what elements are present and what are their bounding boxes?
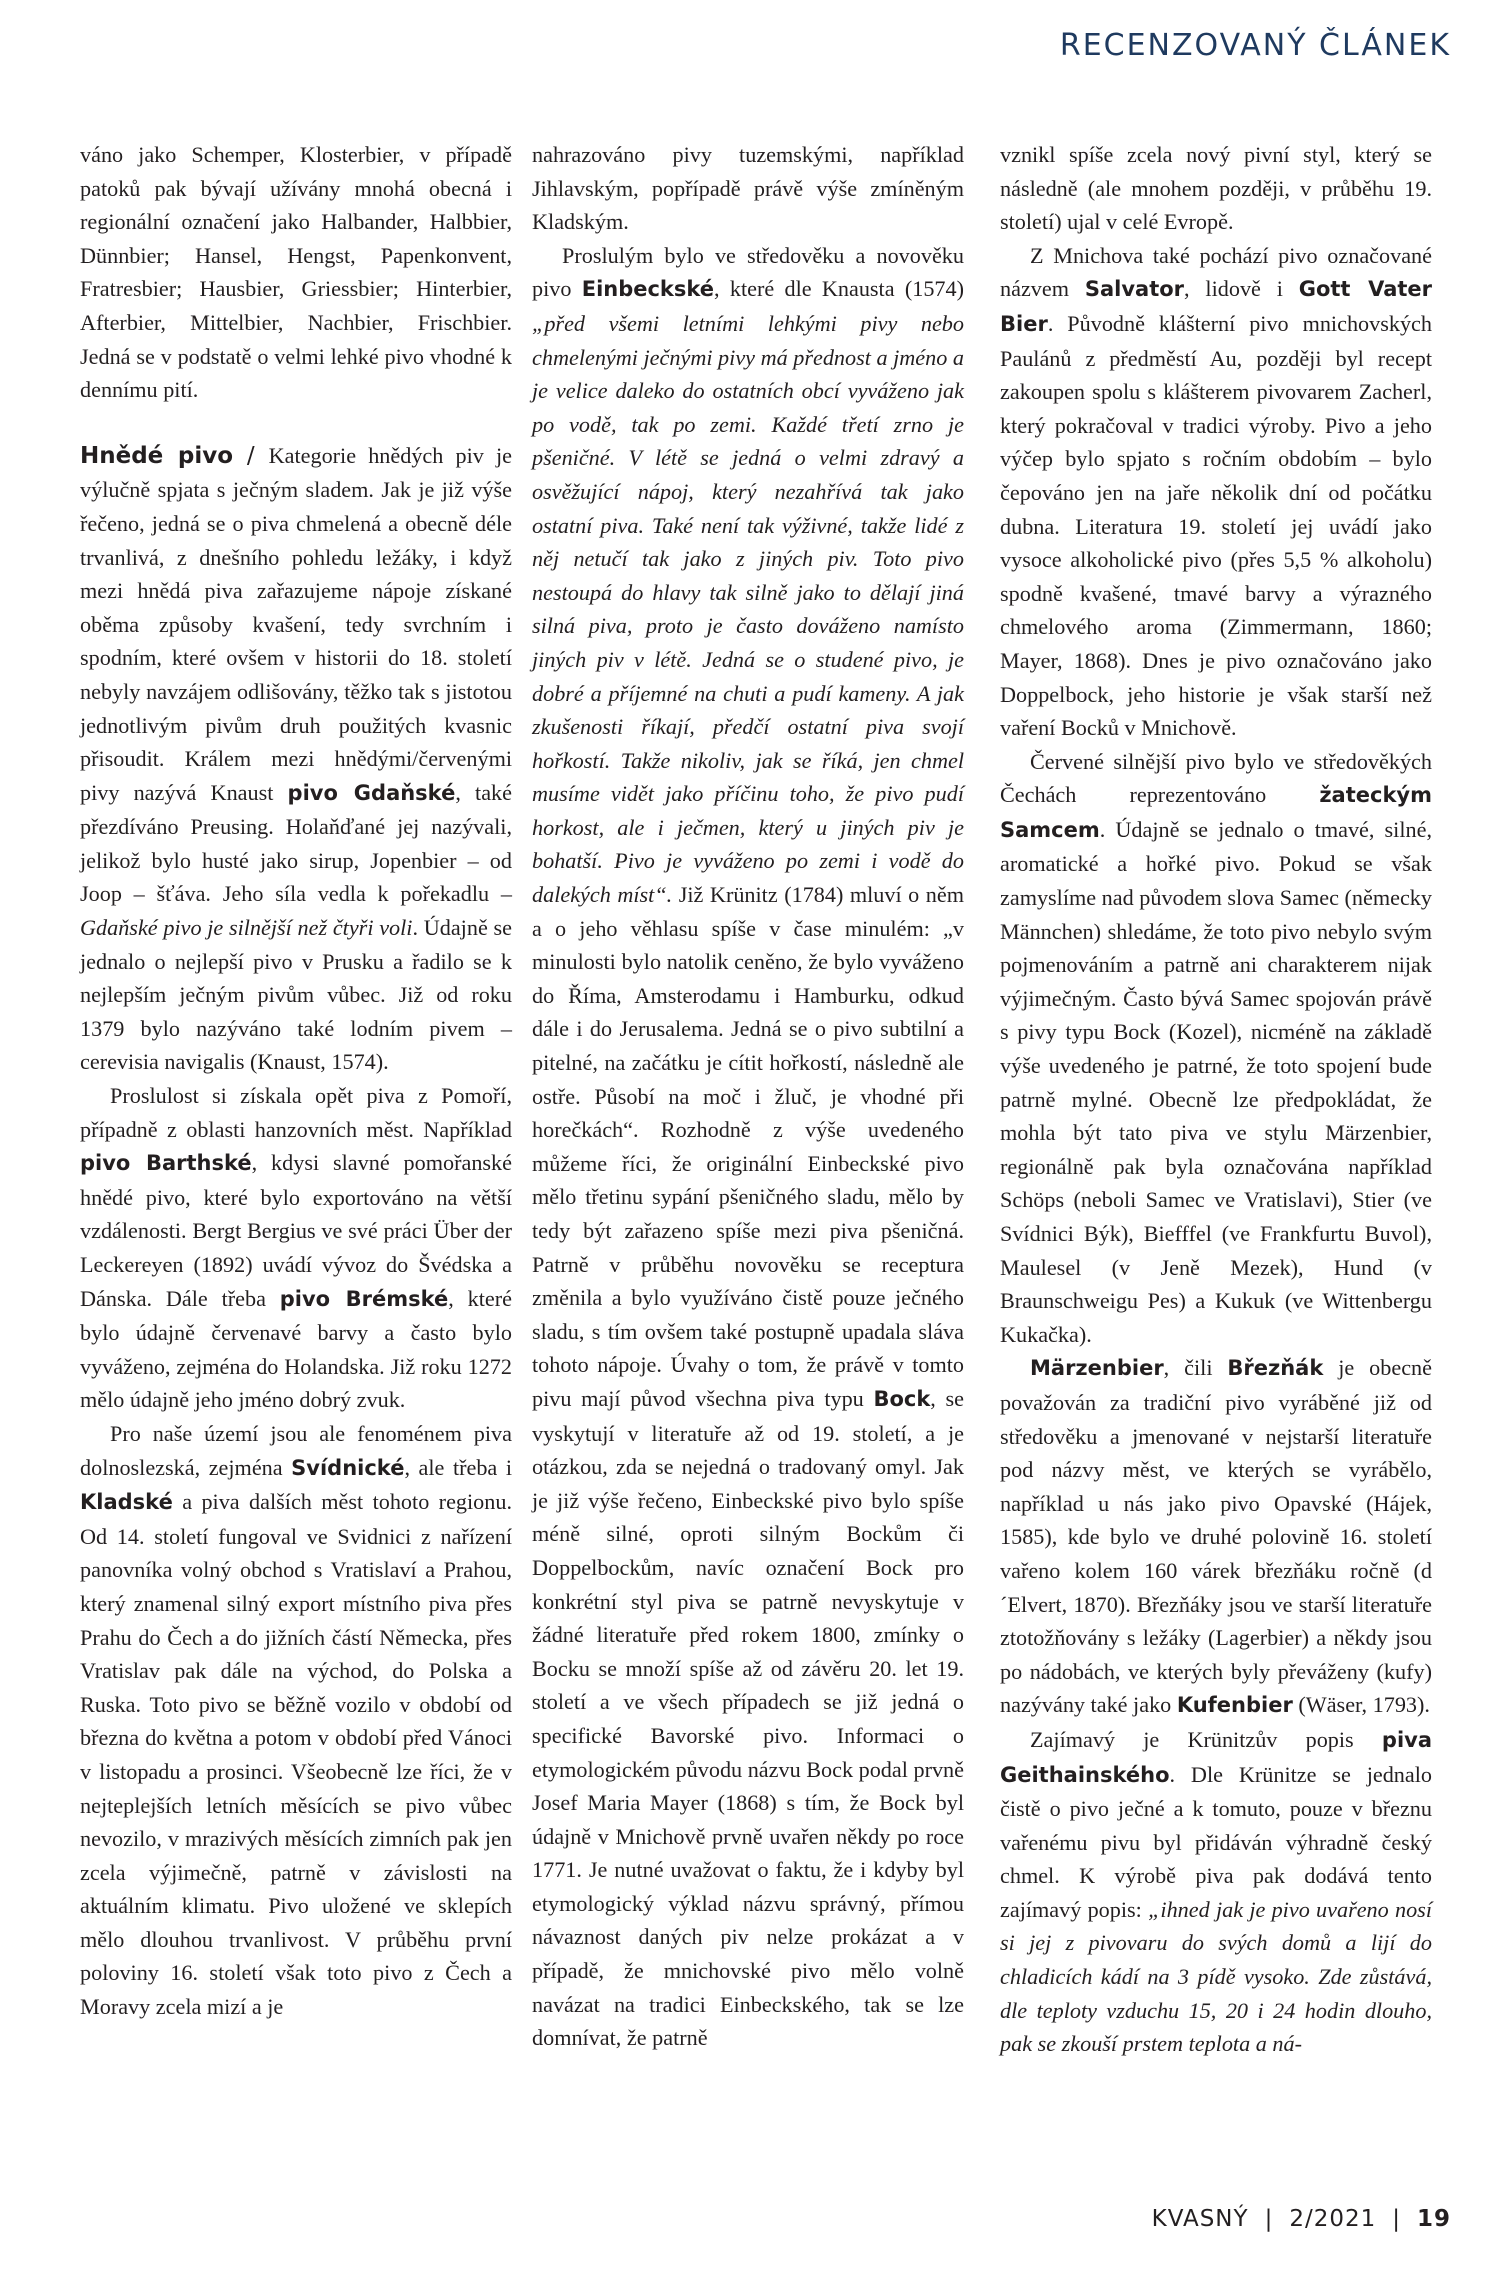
section-label: RECENZOVANÝ ČLÁNEK	[1059, 28, 1451, 63]
beer-name: pivo Barthské	[80, 1151, 252, 1176]
beer-name: Svídnické	[291, 1455, 405, 1480]
quote: „před všemi letními lehkými pivy nebo chmelenými ječnými pivy má přednost a jméno a je velice daleko do ostatních obcí vyváženo jak po vodě, tak po zemi. Každé třetí zrno je pšeničné. V létě se jedná o velmi zdravý a osvěžující nápoj, který nezahřívá tak jako ostatní piva. Také není tak výživné, takže lidé z něj netučí tak jako z jiných piv. Toto pivo nestoupá do hlavy tak silně jako to dělají jiná silná piva, proto je často dováženo namísto jiných piv v létě. Jedná se o studené pivo, je dobré a příjemné na chuti a pudí kameny. A jak zkušenosti říkají, předčí ostatní piva svojí hořkostí. Takže nikoliv, jak se říká, jen chmel musíme vidět jako příčinu toho, že pivo pudí horkost, ale i ječmen, který u jiných piv je bohatší. Pivo je vyváženo po zemi i vodě do dalekých míst“.	[532, 310, 964, 908]
beer-name: Gott Vater Bier	[1000, 277, 1432, 336]
issue-number: 2/2021	[1289, 2206, 1377, 2232]
beer-name: Bock	[873, 1386, 931, 1411]
beer-name: žateckým Samcem	[1000, 783, 1432, 842]
beer-name: Salvator	[1084, 277, 1185, 302]
magazine-name: KVASNÝ	[1151, 2206, 1249, 2232]
footer-divider: |	[1264, 2206, 1274, 2232]
beer-name: pivo Gdaňské	[287, 780, 456, 805]
page-number: 19	[1416, 2206, 1451, 2232]
paragraph: nahrazováno pivy tuzemskými, například Jihlavským, popřípadě právě výše zmíněným Kladským.	[532, 142, 964, 235]
section-heading: Hnědé pivo	[80, 442, 234, 469]
beer-name: Kladské	[80, 1490, 173, 1515]
article-column-2	[532, 138, 964, 2055]
beer-name: Březňák	[1227, 1356, 1324, 1381]
beer-name: pivo Brémské	[279, 1286, 449, 1311]
paragraph: Pro naše území jsou ale fenoménem piva dolnoslezská, zejména Svídnické, ale třeba i Kladské a piva dalších měst tohoto regionu. Od 14. století fungoval ve Svidnici z nařízení panovníka volný obchod s Vratislaví a Prahou, který znamenal silný export místního piva přes Prahu do Čech a do jižních částí Německa, přes Vratislav pak dále na východ, do Polska a Ruska. Toto pivo se běžně vozilo v období od března do května a potom v období před Vánoci v listopadu a prosinci. Všeobecně lze říci, že v nejteplejších letních měsících se pivo vůbec nevozilo, v mrazivých měsících zimních pak jen zcela výjimečně, patrně v závislosti na aktuálním klimatu. Pivo uložené ve sklepích mělo dlouhou trvanlivost. V průběhu první poloviny 16. století však toto pivo z Čech a Moravy zcela mizí a je	[80, 1420, 512, 2020]
paragraph: Červené silnější pivo bylo ve středověkých Čechách reprezentováno žateckým Samcem. Údajně se jednalo o tmavé, silné, aromatické a hořké pivo. Pokud se však zamyslíme nad původem slova Samec (německy Männchen) shledáme, že toto pivo nebylo svým pojmenováním a patrně ani charakterem nijak výjimečným. Často bývá Samec spojován právě s pivy typu Bock (Kozel), nicméně na základě výše uvedeného je patrné, že toto spojení bude patrně mylné. Obecně lze předpokládat, že mohla být tato piva ve stylu Märzenbier, regionálně pak byla označována například Schöps (neboli Samec ve Vratislavi), Stier (ve Svídnici Býk), Biefffel (ve Frankfurtu Buvol), Maulesel (v Jeně Mezek), Hund (v Braunschweigu Pes) a Kukuk (ve Wittenbergu Kukačka).	[1000, 748, 1432, 1347]
paragraph: Proslulost si získala opět piva z Pomoří, případně z oblasti hanzovních měst. Například pivo Barthské, kdysi slavné pomořanské hnědé pivo, které bylo exportováno na větší vzdálenosti. Bergt Bergius ve své práci Über der Leckereyen (1892) uvádí vývoz do Švédska a Dánska. Dále třeba pivo Brémské, které bylo údajně červenavé barvy a často bylo vyváženo, zejména do Holandska. Již roku 1272 mělo údajně jeho jméno dobrý zvuk.	[80, 1083, 512, 1413]
quote: „ihned jak je pivo uvařeno nosí si jej z pivovaru do svých domů a lijí do chladicích kádí na 3 pídě vysoko. Zde zůstává, dle teploty vzduchu 15, 20 i 24 hodin dlouho, pak se zkouší prstem teplota a ná-	[1000, 1896, 1432, 2057]
quote: Gdaňské pivo je silnější než čtyři voli	[80, 915, 413, 941]
beer-name: piva Geithainského	[1000, 1727, 1432, 1787]
beer-name: Märzenbier	[1030, 1356, 1164, 1381]
page-footer	[1152, 2206, 1451, 2232]
paragraph: vznikl spíše zcela nový pivní styl, který se následně (ale mnohem později, v průběhu 19. století) ujal v celé Evropě.	[1000, 142, 1432, 235]
paragraph: váno jako Schemper, Klosterbier, v případě patoků pak bývají užívány mnohá obecná i regionální označení jako Halbander, Halbbier, Dünnbier; Hansel, Hengst, Papenkonvent, Fratresbier; Hausbier, Griessbier; Hinterbier, Afterbier, Mittelbier, Nachbier, Frischbier. Jedná se v podstatě o velmi lehké pivo vhodné k dennímu pití.	[80, 142, 512, 403]
paragraph: Proslulým bylo ve středověku a novověku pivo Einbeckské, které dle Knausta (1574) „před všemi letními lehkými pivy nebo chmelenými ječnými pivy má přednost a jméno a je velice daleko do ostatních obcí vyváženo jak po vodě, tak po zemi. Každé třetí zrno je pšeničné. V létě se jedná o velmi zdravý a osvěžující nápoj, který nezahřívá tak jako ostatní piva. Také není tak výživné, takže lidé z něj netučí tak jako z jiných piv. Toto pivo nestoupá do hlavy tak silně jako to dělají jiná silná piva, proto je často dováženo namísto jiných piv v létě. Jedná se o studené pivo, je dobré a příjemné na chuti a pudí kameny. A jak zkušenosti říkají, předčí ostatní piva svojí hořkostí. Takže nikoliv, jak se říká, jen chmel musíme vidět jako příčinu toho, že pivo pudí horkost, ale i ječmen, který u jiných piv je bohatší. Pivo je vyváženo po zemi i vodě do dalekých míst“. Již Krünitz (1784) mluví o něm a o jeho věhlasu spíše v čase minulém: „v minulosti bylo natolik ceněno, že bylo vyváženo do Říma, Amsterodamu i Hamburku, odkud dále i do Jerusalema. Jedná se o pivo subtilní a pitelné, na začátku je cítit hořkostí, následně ale ostře. Působí na moč i žluč, je vhodné při horečkách“. Rozhodně z výše uvedeného můžeme říci, že originální Einbeckské pivo mělo třetinu sypání pšeničného sladu, mělo by tedy být zařazeno spíše mezi piva pšeničná. Patrně v průběhu novověku se receptura změnila a bylo využíváno čistě pouze ječného sladu, s tím ovšem také postupně upadala sláva tohoto nápoje. Úvahy o tom, že právě v tomto pivu mají původ všechna piva typu Bock, se vyskytují v literatuře až od 19. století, a je otázkou, zda se nejedná o tradovaný omyl. Jak je již výše řečeno, Einbeckské pivo bylo spíše méně silné, oproti silným Bockům či Doppelbockům, navíc označení Bock pro konkrétní styl piva se patrně nevyskytuje v žádné literatuře před rokem 1800, zmínky o Bocku se množí spíše až od závěru 20. let 19. století a ve všech případech se již jedná o specifické Bavorské pivo. Informaci o etymologickém původu názvu Bock podal prvně Josef Maria Mayer (1868) s tím, že Bock byl údajně v Mnichově prvně uvařen někdy po roce 1771. Je nutné uvažovat o faktu, že i kdyby byl etymologický výklad názvu správný, přímou návaznost daných piv nelze prokázat a v případě, že mnichovské pivo mělo volně navázat na tradici Einbeckského, tak se lze domnívat, že patrně	[532, 242, 964, 2051]
paragraph: Z Mnichova také pochází pivo označované názvem Salvator, lidově i Gott Vater Bier. Původně klášterní pivo mnichovských Paulánů z předměstí Au, později byl recept zakoupen spolu s klášterem pivovarem Zacherl, který pokračoval v tradici výroby. Pivo a jeho výčep bylo spjato s ročním obdobím – bylo čepováno jen na jaře několik dní od počátku dubna. Literatura 19. století jej uvádí jako vysoce alkoholické pivo (přes 5,5 % alkoholu) spodně kvašené, tmavé barvy a výrazného chmelového aroma (Zimmermann, 1860; Mayer, 1868). Dnes je pivo označováno jako Doppelbock, jeho historie je však starší než vaření Bocků v Mnichově.	[1000, 242, 1432, 741]
paragraph: Zajímavý je Krünitzův popis piva Geithainského. Dle Krünitze se jednalo čistě o pivo ječné a k tomuto, pouze v březnu vařenému pivu byl přidáván výhradně český chmel. K výrobě piva pak dodává tento zajímavý popis: „ihned jak je pivo uvařeno nosí si jej z pivovaru do svých domů a lijí do chladicích kádí na 3 pídě vysoko. Zde zůstává, dle teploty vzduchu 15, 20 i 24 hodin dlouho, pak se zkouší prstem teplota a ná-	[1000, 1726, 1432, 2057]
footer-divider: |	[1392, 2206, 1401, 2232]
beer-name: Kufenbier	[1176, 1693, 1293, 1718]
heading-separator: /	[233, 442, 269, 469]
paragraph-brown-beer: Hnědé pivo / Kategorie hnědých piv je výlučně spjata s ječným sladem. Jak je již výše řečeno, jedná se o piva chmelená a obecně déle trvanlivá, z dnešního pohledu ležáky, i když mezi hnědá piva zařazujeme nápoje získané oběma způsoby kvašení, tedy svrchním i spodním, které ovšem v historii do 18. století nebyly navzájem odlišovány, těžko tak s jistotou jednotlivým pivům druh použitých kvasnic přisoudit. Králem mezi hnědými/červenými pivy nazývá Knaust pivo Gdaňské, také přezdíváno Preusing. Holaňďané jej nazývali, jelikož bylo husté jako sirup, Jopenbier – od Joop – šťáva. Jeho síla vedla k pořekadlu – Gdaňské pivo je silnější než čtyři voli. Údajně se jednalo o nejlepší pivo v Prusku a řadilo se k nejlepším ječným pivům vůbec. Již od roku 1379 bylo nazýváno také lodním pivem – cerevisia navigalis (Knaust, 1574).	[80, 442, 513, 1075]
paragraph: Märzenbier, čili Březňák je obecně považován za tradiční pivo vyráběné již od středověku a jmenované v nejstarší literatuře pod názvy měst, ve kterých se vyrábělo, například u nás jako pivo Opavské (Hájek, 1585), kde bylo ve druhé polovině 16. století vařeno kolem 160 várek březňáku ročně (d´Elvert, 1870). Březňáky jsou ve starší literatuře ztotožňovány s ležáky (Lagerbier) a někdy jsou po nádobách, ve kterých byly převáženy (kufy) nazývány také jako Kufenbier (Wäser, 1793).	[1000, 1355, 1433, 1718]
article-column-1	[80, 138, 512, 2024]
article-column-3	[1000, 138, 1432, 2061]
beer-name: Einbeckské	[581, 277, 715, 302]
